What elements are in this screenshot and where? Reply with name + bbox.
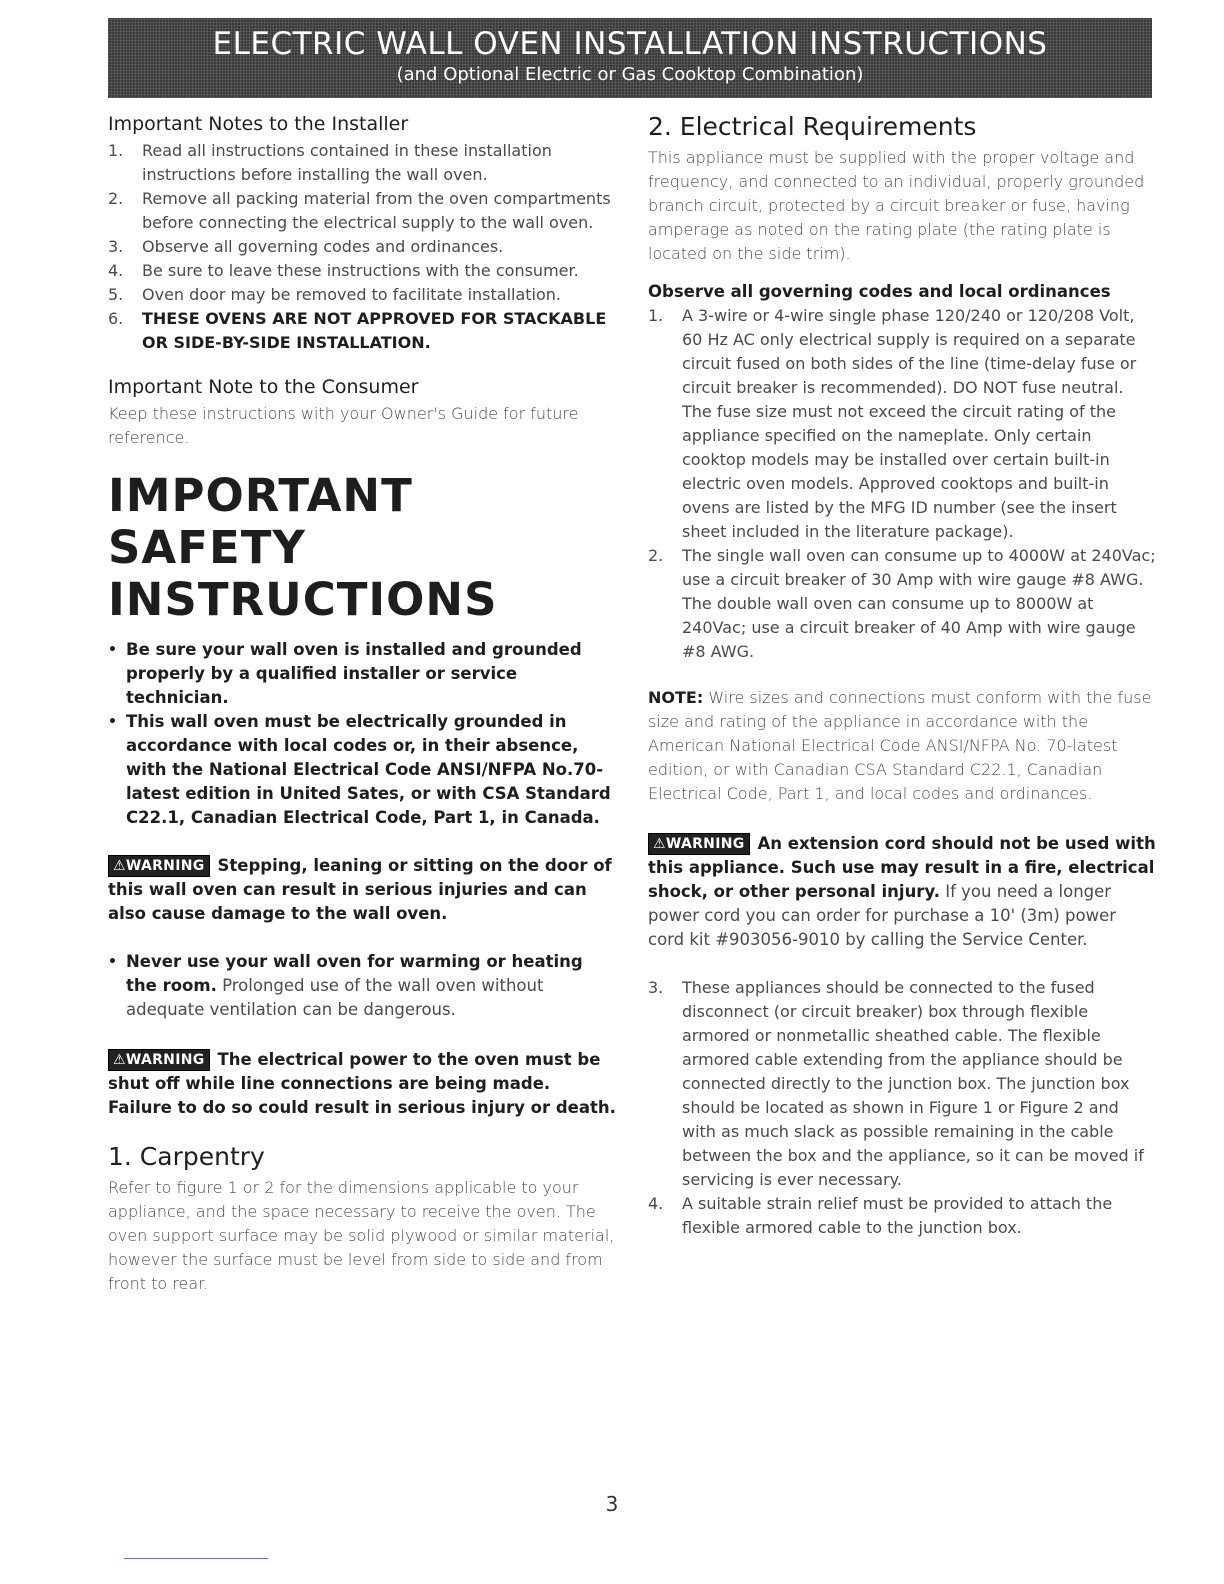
list-item <box>108 950 616 1022</box>
list-item <box>648 1192 1156 1240</box>
item-number: 6. <box>108 309 124 328</box>
warning-badge: ⚠WARNING <box>108 1049 210 1071</box>
item-number: 4. <box>648 1194 664 1213</box>
item-text: Read all instructions contained in these installation instructions before installing the wall oven. <box>142 141 552 184</box>
item-text: Observe all governing codes and ordinances. <box>142 237 504 256</box>
list-item <box>648 304 1156 544</box>
bullet-dot: • <box>108 714 117 730</box>
list-item <box>108 283 616 307</box>
warning-rest-text: If you need a longer power cord you can order for purchase a 10' (3m) power cord kit #903056-9010 by calling the Service Center. <box>648 882 1117 949</box>
item-text: These appliances should be connected to the fused disconnect (or circuit breaker) box through flexible armored or nonmetallic sheathed cable. The flexible armored cable extending from the appliance should be connected directly to the junction box. The junction box should be located as shown in Figure 1 or Figure 2 and with as much slack as possible remaining in the cable between the box and the appliance, so it can be moved if servicing is ever necessary. <box>682 978 1144 1189</box>
note-text: Wire sizes and connections must conform with the fuse size and rating of the appliance in accordance with the American National Electrical Code ANSI/NFPA No. 70-latest edition, or with Canadian CSA Standard C22.1, Canadian Electrical Code, Part 1, and local codes and ordinances. <box>648 688 1152 803</box>
item-text: Be sure to leave these instructions with the consumer. <box>142 261 579 280</box>
item-text: THESE OVENS ARE NOT APPROVED FOR STACKABLE OR SIDE-BY-SIDE INSTALLATION. <box>142 309 607 352</box>
list-item <box>108 638 616 710</box>
safety-bullets-2 <box>108 950 616 1022</box>
bullet-text: Be sure your wall oven is installed and grounded properly by a qualified installer or service technician. <box>126 640 582 707</box>
title-banner <box>108 18 1152 98</box>
safety-title-line1: IMPORTANT SAFETY <box>108 469 413 574</box>
banner-title: ELECTRIC WALL OVEN INSTALLATION INSTRUCTIONS <box>212 26 1048 62</box>
page-number: 3 <box>605 1492 619 1516</box>
safety-bullets <box>108 638 616 830</box>
warning-door <box>108 854 616 926</box>
electrical-note <box>648 686 1156 806</box>
list-item <box>108 187 616 235</box>
bullet-bold-text: Never use your wall oven for warming or heating the room. <box>126 952 583 995</box>
item-number: 3. <box>648 978 664 997</box>
carpentry-text: Refer to figure 1 or 2 for the dimensions applicable to your appliance, and the space necessary to receive the oven. The oven support surface may be solid plywood or similar material, however the surface must be level from side to side and from front to rear. <box>108 1178 615 1293</box>
item-text: A 3-wire or 4-wire single phase 120/240 or 120/208 Volt, 60 Hz AC only electrical supply is required on a separate circuit fused on both sides of the line (time-delay fuse or circuit breaker is recommended). DO NOT fuse neutral. The fuse size must not exceed the circuit rating of the appliance specified on the nameplate. Only certain cooktop models may be installed over certain built-in electric oven models. Approved cooktops and built-in ovens are listed by the MFG ID number (see the insert sheet included in the literature package). <box>682 306 1137 541</box>
bullet-dot: • <box>108 954 117 970</box>
item-number: 1. <box>108 141 124 160</box>
banner-subtitle: (and Optional Electric or Gas Cooktop Combination) <box>396 64 864 85</box>
warning-extension-cord <box>648 832 1156 952</box>
bullet-dot: • <box>108 642 117 658</box>
warning-text: Stepping, leaning or sitting on the door of this wall oven can result in serious injuries and can also cause damage to the wall oven. <box>108 856 612 923</box>
item-text: The single wall oven can consume up to 4000W at 240Vac; use a circuit breaker of 30 Amp with wire gauge #8 AWG. The double wall oven can consume up to 8000W at 240Vac; use a circuit breaker of 40 Amp with wire gauge #8 AWG. <box>682 546 1156 661</box>
electrical-list-a <box>648 304 1156 664</box>
bullet-rest-text: Prolonged use of the wall oven without adequate ventilation can be dangerous. <box>126 976 544 1019</box>
warning-text: An extension cord should not be used with this appliance. Such use may result in a fire, electrical shock, or other personal injury. <box>648 834 1156 901</box>
warning-power <box>108 1048 616 1120</box>
observe-heading: Observe all governing codes and local ordinances <box>648 282 1111 301</box>
electrical-intro: This appliance must be supplied with the proper voltage and frequency, and connected to an individual, properly grounded branch circuit, protected by a circuit breaker or fuse, having amperage as noted on the rating plate (the rating plate is located on the side trim). <box>648 148 1145 263</box>
list-item <box>108 259 616 283</box>
electrical-list-b <box>648 976 1156 1240</box>
warning-badge: ⚠WARNING <box>648 833 750 855</box>
item-number: 2. <box>108 189 124 208</box>
item-text: A suitable strain relief must be provided to attach the flexible armored cable to the junction box. <box>682 1194 1113 1237</box>
electrical-heading: 2. Electrical Requirements <box>648 112 977 141</box>
left-column <box>108 112 616 1296</box>
safety-title <box>108 470 616 626</box>
carpentry-heading: 1. Carpentry <box>108 1142 265 1171</box>
item-number: 1. <box>648 306 664 325</box>
item-text: Remove all packing material from the oven compartments before connecting the electrical supply to the wall oven. <box>142 189 611 232</box>
bullet-text: This wall oven must be electrically grounded in accordance with local codes or, in their absence, with the National Electrical Code ANSI/NFPA No.70- latest edition in United Sates, or with CSA Standard C22.1, Canadian Electrical Code, Part 1, in Canada. <box>126 712 611 827</box>
list-item <box>108 710 616 830</box>
warning-badge: ⚠WARNING <box>108 855 210 877</box>
warning-text: The electrical power to the oven must be shut off while line connections are being made. Failure to do so could result in serious injury or death. <box>108 1050 616 1117</box>
item-number: 4. <box>108 261 124 280</box>
consumer-note-text: Keep these instructions with your Owner's Guide for future reference. <box>108 404 579 447</box>
right-column <box>648 112 1156 1240</box>
note-label: NOTE: <box>648 688 704 707</box>
item-text: Oven door may be removed to facilitate installation. <box>142 285 561 304</box>
list-item <box>648 976 1156 1192</box>
installer-notes-heading: Important Notes to the Installer <box>108 113 409 135</box>
item-number: 2. <box>648 546 664 565</box>
list-item <box>648 544 1156 664</box>
safety-title-line2: INSTRUCTIONS <box>108 573 498 626</box>
item-number: 3. <box>108 237 124 256</box>
list-item <box>108 139 616 187</box>
installer-notes-list <box>108 139 616 355</box>
list-item <box>108 307 616 355</box>
consumer-note-heading: Important Note to the Consumer <box>108 376 419 398</box>
item-number: 5. <box>108 285 124 304</box>
list-item <box>108 235 616 259</box>
footer-rule <box>124 1558 268 1559</box>
